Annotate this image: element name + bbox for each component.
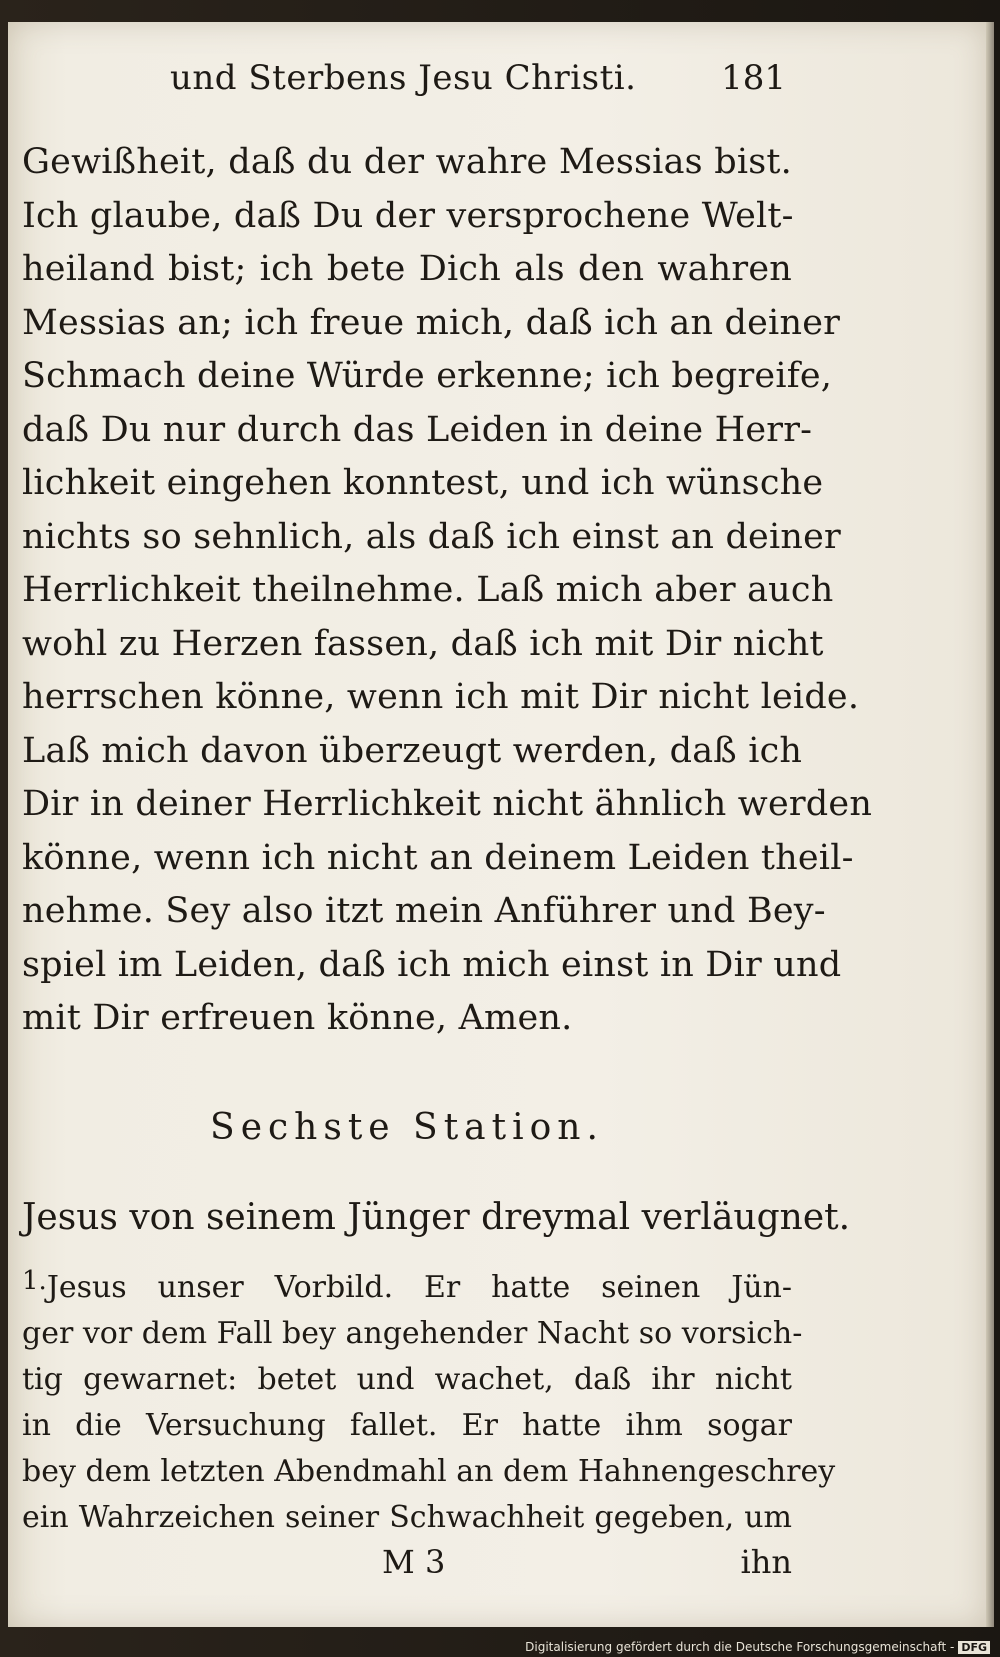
text-line: tig gewarnet: betet und wachet, daß ihr nicht bbox=[22, 1361, 792, 1397]
text-line-content: Jesus unser Vorbild. Er hatte seinen Jün- bbox=[46, 1269, 792, 1305]
text-line: heiland bist; ich bete Dich als den wahren bbox=[22, 249, 792, 289]
text-line: ein Wahrzeichen seiner Schwachheit gegeben, um bbox=[22, 1499, 792, 1535]
body-paragraph bbox=[22, 136, 873, 1046]
text-line: spiel im Leiden, daß ich mich einst in Dir und bbox=[22, 944, 842, 985]
page-footer bbox=[22, 1543, 792, 1581]
digitization-credit bbox=[525, 1640, 990, 1654]
text-line: daß Du nur durch das Leiden in deine Herr- bbox=[22, 409, 813, 450]
text-line: Messias an; ich freue mich, daß ich an deiner bbox=[22, 302, 841, 343]
text-line: Ich glaube, daß Du der versprochene Welt- bbox=[22, 195, 794, 236]
text-line: könne, wenn ich nicht an deinem Leiden theil- bbox=[22, 837, 854, 878]
section-paragraph bbox=[22, 1258, 836, 1541]
text-line: lichkeit eingehen konntest, und ich wünsche bbox=[22, 463, 824, 503]
text-line: Dir in deiner Herrlichkeit nicht ähnlich werden bbox=[22, 784, 873, 824]
running-head bbox=[22, 58, 792, 122]
paragraph-number: 1. bbox=[22, 1265, 47, 1296]
text-line: nehme. Sey also itzt mein Anführer und Bey- bbox=[22, 891, 826, 931]
text-line: wohl zu Herzen fassen, daß ich mit Dir nicht bbox=[22, 623, 824, 664]
dfg-logo: DFG bbox=[958, 1641, 990, 1654]
running-title: und Sterbens Jesu Christi. bbox=[170, 58, 637, 98]
text-line: Schmach deine Würde erkenne; ich begreife, bbox=[22, 356, 833, 396]
text-line: in die Versuchung fallet. Er hatte ihm sogar bbox=[22, 1407, 792, 1443]
credit-text: Digitalisierung gefördert durch die Deutsche Forschungsgemeinschaft - bbox=[525, 1640, 955, 1654]
text-line: nichts so sehnlich, als daß ich einst an deiner bbox=[22, 516, 841, 557]
text-line: bey dem letzten Abendmahl an dem Hahnengeschrey bbox=[22, 1453, 836, 1489]
text-line: Laß mich davon überzeugt werden, daß ich bbox=[22, 730, 803, 771]
page-number: 181 bbox=[721, 58, 786, 98]
page-edge bbox=[986, 22, 994, 1627]
signature-mark: M 3 bbox=[382, 1542, 446, 1581]
text-line: herrschen könne, wenn ich mit Dir nicht leide. bbox=[22, 677, 860, 717]
catchword: ihn bbox=[740, 1542, 792, 1581]
text-line: Herrlichkeit theilnehme. Laß mich aber auch bbox=[22, 570, 834, 610]
text-line: mit Dir erfreuen könne, Amen. bbox=[22, 998, 573, 1038]
section-heading: Sechste Station. bbox=[210, 1106, 604, 1148]
page-content bbox=[22, 58, 873, 1581]
text-line bbox=[22, 1258, 792, 1311]
text-line: Gewißheit, daß du der wahre Messias bist. bbox=[22, 142, 792, 182]
section-subheading: Jesus von seinem Jünger dreymal verläugnet. bbox=[22, 1196, 851, 1238]
text-line: ger vor dem Fall bey angehender Nacht so vorsich- bbox=[22, 1315, 803, 1351]
